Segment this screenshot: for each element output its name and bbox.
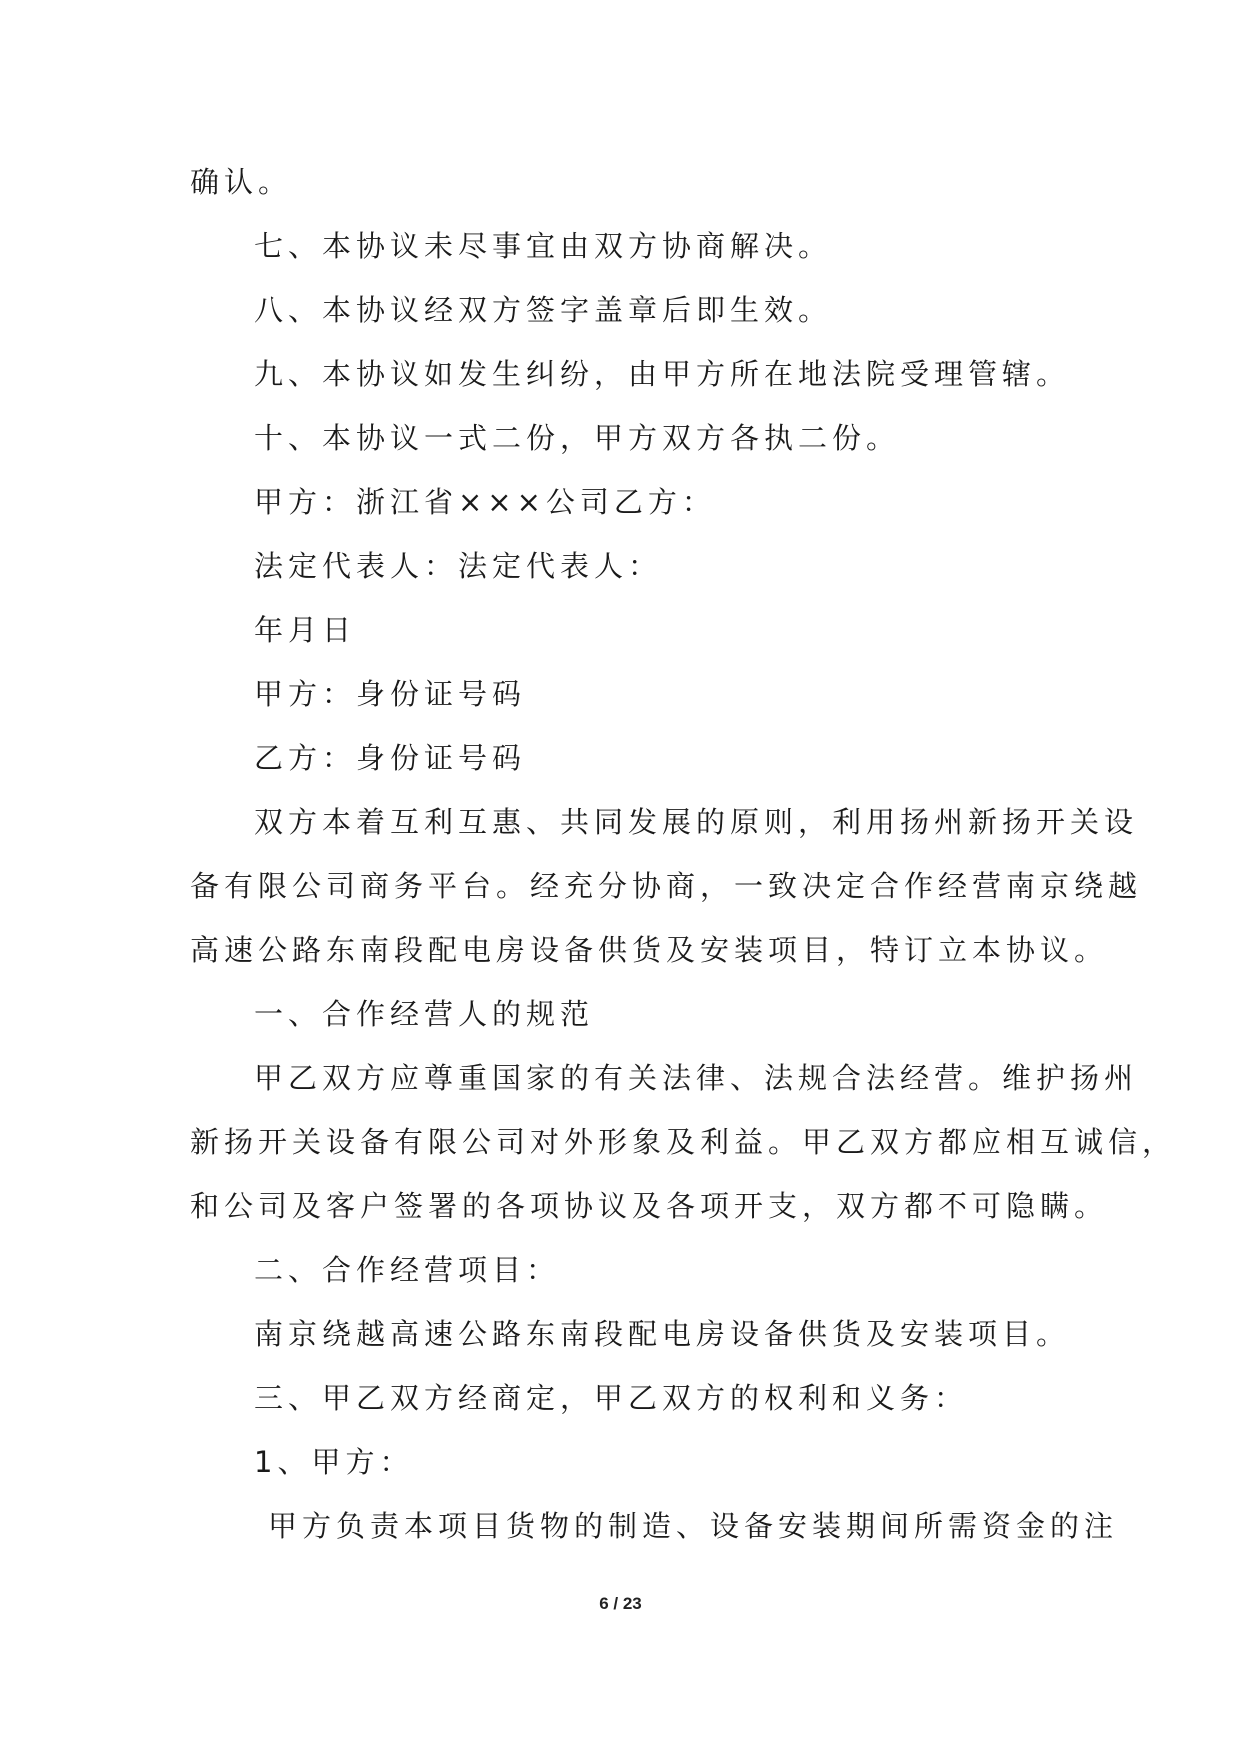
text-line: 二、合作经营项目： <box>254 1253 561 1287</box>
text-line: 确认。 <box>190 165 293 199</box>
text-line: 和公司及客户签署的各项协议及各项开支，双方都不可隐瞒。 <box>190 1189 1109 1223</box>
text-line: 甲方负责本项目货物的制造、设备安装期间所需资金的注 <box>268 1509 1119 1543</box>
text-line: 甲方：身份证号码 <box>254 677 527 711</box>
text-line: 年月日 <box>254 613 357 647</box>
page-number: 6 / 23 <box>599 1594 642 1613</box>
text-line: 甲乙双方应尊重国家的有关法律、法规合法经营。维护扬州 <box>254 1061 1139 1095</box>
text-line: 甲方：浙江省×××公司乙方： <box>254 485 716 519</box>
text-line: 1、甲方： <box>254 1445 414 1479</box>
text-line: 南京绕越高速公路东南段配电房设备供货及安装项目。 <box>254 1317 1071 1351</box>
text-line: 十、本协议一式二份，甲方双方各执二份。 <box>254 421 901 455</box>
text-line: 法定代表人：法定代表人： <box>254 549 663 583</box>
text-line: 七、本协议未尽事宜由双方协商解决。 <box>254 229 833 263</box>
text-line: 备有限公司商务平台。经充分协商，一致决定合作经营南京绕越 <box>190 869 1143 903</box>
text-line: 双方本着互利互惠、共同发展的原则，利用扬州新扬开关设 <box>254 805 1139 839</box>
text-line: 三、甲乙双方经商定，甲乙双方的权利和义务： <box>254 1381 969 1415</box>
text-line: 八、本协议经双方签字盖章后即生效。 <box>254 293 833 327</box>
text-line: 九、本协议如发生纠纷，由甲方所在地法院受理管辖。 <box>254 357 1071 391</box>
text-line: 一、合作经营人的规范 <box>254 997 595 1031</box>
text-line: 新扬开关设备有限公司对外形象及利益。甲乙双方都应相互诚信， <box>190 1125 1177 1159</box>
text-line: 高速公路东南段配电房设备供货及安装项目，特订立本协议。 <box>190 933 1109 967</box>
text-line: 乙方：身份证号码 <box>254 741 527 775</box>
